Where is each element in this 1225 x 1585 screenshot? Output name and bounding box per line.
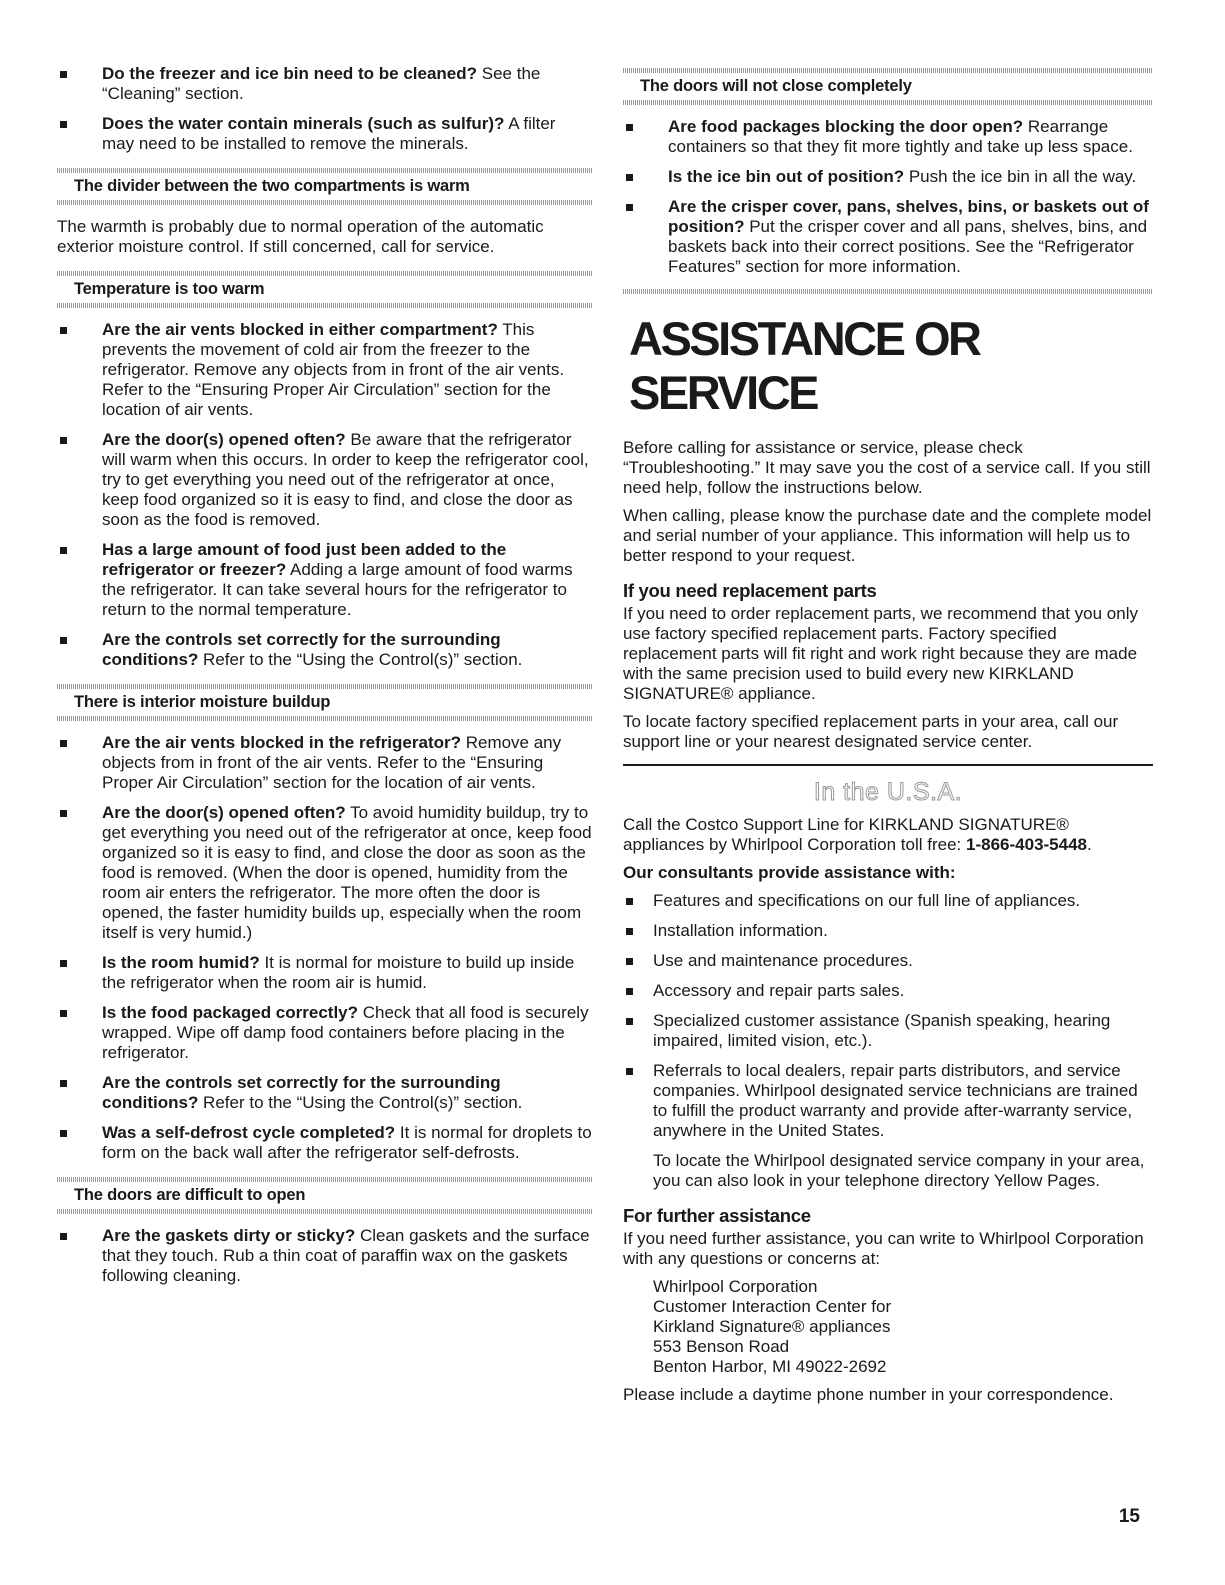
subheading-further-assistance: For further assistance [623, 1205, 811, 1226]
list-item: Installation information. [623, 921, 1153, 941]
paragraph: To locate factory specified replacement parts in your area, call our support line or your nearest designated service center. [623, 712, 1119, 751]
list-item: Do the freezer and ice bin need to be cleaned? See the “Cleaning” section. [57, 64, 592, 104]
list-item: Are the crisper cover, pans, shelves, bins, or baskets out of position? Put the crisper cover and all pans, shelves, bins, and baskets back into their correct positions. See the “Refrigerator Features” section for more information. [623, 197, 1153, 277]
page-title: ASSISTANCE OR SERVICE [629, 312, 980, 419]
section-heading-divider-warm: The divider between the two compartments is warm [57, 168, 592, 205]
phone-number: 1-866-403-5448 [966, 835, 1087, 854]
consultants-heading: Our consultants provide assistance with: [623, 863, 956, 882]
paragraph: If you need further assistance, you can write to Whirlpool Corporation with any questions or concerns at: [623, 1229, 1144, 1268]
right-column [623, 64, 1153, 1413]
list-item: Accessory and repair parts sales. [623, 981, 1153, 1001]
divider [623, 289, 1153, 294]
paragraph: Please include a daytime phone number in your correspondence. [623, 1385, 1114, 1404]
list-item: Are food packages blocking the door open? Rearrange containers so that they fit more tightly and take up less space. [623, 117, 1153, 157]
list-item: Does the water contain minerals (such as sulfur)? A filter may need to be installed to remove the minerals. [57, 114, 592, 154]
list-item: Was a self-defrost cycle completed? It is normal for droplets to form on the back wall after the refrigerator self-defrosts. [57, 1123, 592, 1163]
section-heading-moisture: There is interior moisture buildup [57, 684, 592, 721]
list-item: Are the air vents blocked in the refrigerator? Remove any objects from in front of the air vents. Refer to the “Ensuring Proper Air Circulation” section for the location of air vents. [57, 733, 592, 793]
left-column [57, 64, 592, 1296]
list-item: Are the controls set correctly for the surrounding conditions? Refer to the “Using the Control(s)” section. [57, 630, 592, 670]
list-item: Is the food packaged correctly? Check that all food is securely wrapped. Wipe off damp food containers before placing in the refrigerator. [57, 1003, 592, 1063]
list-item: Use and maintenance procedures. [623, 951, 1153, 971]
section-heading-difficult-open: The doors are difficult to open [57, 1177, 592, 1214]
subheading-replacement-parts: If you need replacement parts [623, 580, 877, 601]
divider [623, 764, 1153, 766]
list-item: Is the room humid? It is normal for moisture to build up inside the refrigerator when the room air is humid. [57, 953, 592, 993]
page-number: 15 [1118, 1506, 1140, 1527]
section-heading-doors-close: The doors will not close completely [623, 68, 1153, 105]
mailing-address: Whirlpool Corporation Customer Interaction Center for Kirkland Signature® appliances 553 Benson Road Benton Harbor, MI 49022-2692 [653, 1277, 892, 1376]
list-item: Are the controls set correctly for the surrounding conditions? Refer to the “Using the Control(s)” section. [57, 1073, 592, 1113]
list-item: Features and specifications on our full line of appliances. [623, 891, 1153, 911]
paragraph: The warmth is probably due to normal operation of the automatic exterior moisture control. If still concerned, call for service. [57, 217, 544, 256]
section-heading-temperature: Temperature is too warm [57, 271, 592, 308]
list-item: Are the gaskets dirty or sticky? Clean gaskets and the surface that they touch. Rub a thin coat of paraffin wax on the gaskets following cleaning. [57, 1226, 592, 1286]
list-item: Has a large amount of food just been added to the refrigerator or freezer? Adding a large amount of food warms the refrigerator. It can take several hours for the refrigerator to return to the normal temperature. [57, 540, 592, 620]
list-item: Are the door(s) opened often? Be aware that the refrigerator will warm when this occurs. In order to keep the refrigerator cool, try to get everything you need out of the refrigerator at once, keep food organized so it is easy to find, and close the door as soon as the food is removed. [57, 430, 592, 530]
list-item: Specialized customer assistance (Spanish speaking, hearing impaired, limited vision, etc.). [623, 1011, 1153, 1051]
paragraph: If you need to order replacement parts, we recommend that you only use factory specified replacement parts. Factory specified replacement parts will fit right and work right because they are made with the same precision used to build every new KIRKLAND SIGNATURE® appliance. [623, 604, 1138, 703]
list-item: Are the air vents blocked in either compartment? This prevents the movement of cold air from the freezer to the refrigerator. Remove any objects from in front of the air vents. Refer to the “Ensuring Proper Air Circulation” section for the location of air vents. [57, 320, 592, 420]
list-item: Is the ice bin out of position? Push the ice bin in all the way. [623, 167, 1153, 187]
paragraph: To locate the Whirlpool designated service company in your area, you can also look in your telephone directory Yellow Pages. [653, 1151, 1145, 1190]
list-item: Are the door(s) opened often? To avoid humidity buildup, try to get everything you need out of the refrigerator at once, keep food organized so it is easy to find, and close the door as soon as the food is removed. (When the door is opened, humidity from the room air enters the refrigerator. The more often the door is opened, the faster humidity builds up, especially when the room itself is very humid.) [57, 803, 592, 943]
paragraph: Before calling for assistance or service, please check “Troubleshooting.” It may save you the cost of a service call. If you still need help, follow the instructions below. [623, 438, 1151, 497]
paragraph: Call the Costco Support Line for KIRKLAND SIGNATURE® appliances by Whirlpool Corporation toll free: 1-866-403-5448. [623, 815, 1092, 854]
paragraph: When calling, please know the purchase date and the complete model and serial number of your appliance. This information will help us to better respond to your request. [623, 506, 1152, 565]
region-heading: In the U.S.A. [813, 778, 963, 806]
list-item: Referrals to local dealers, repair parts distributors, and service companies. Whirlpool designated service technicians are trained to fulfill the product warranty and provide after-warranty service, anywhere in the United States. [623, 1061, 1153, 1141]
